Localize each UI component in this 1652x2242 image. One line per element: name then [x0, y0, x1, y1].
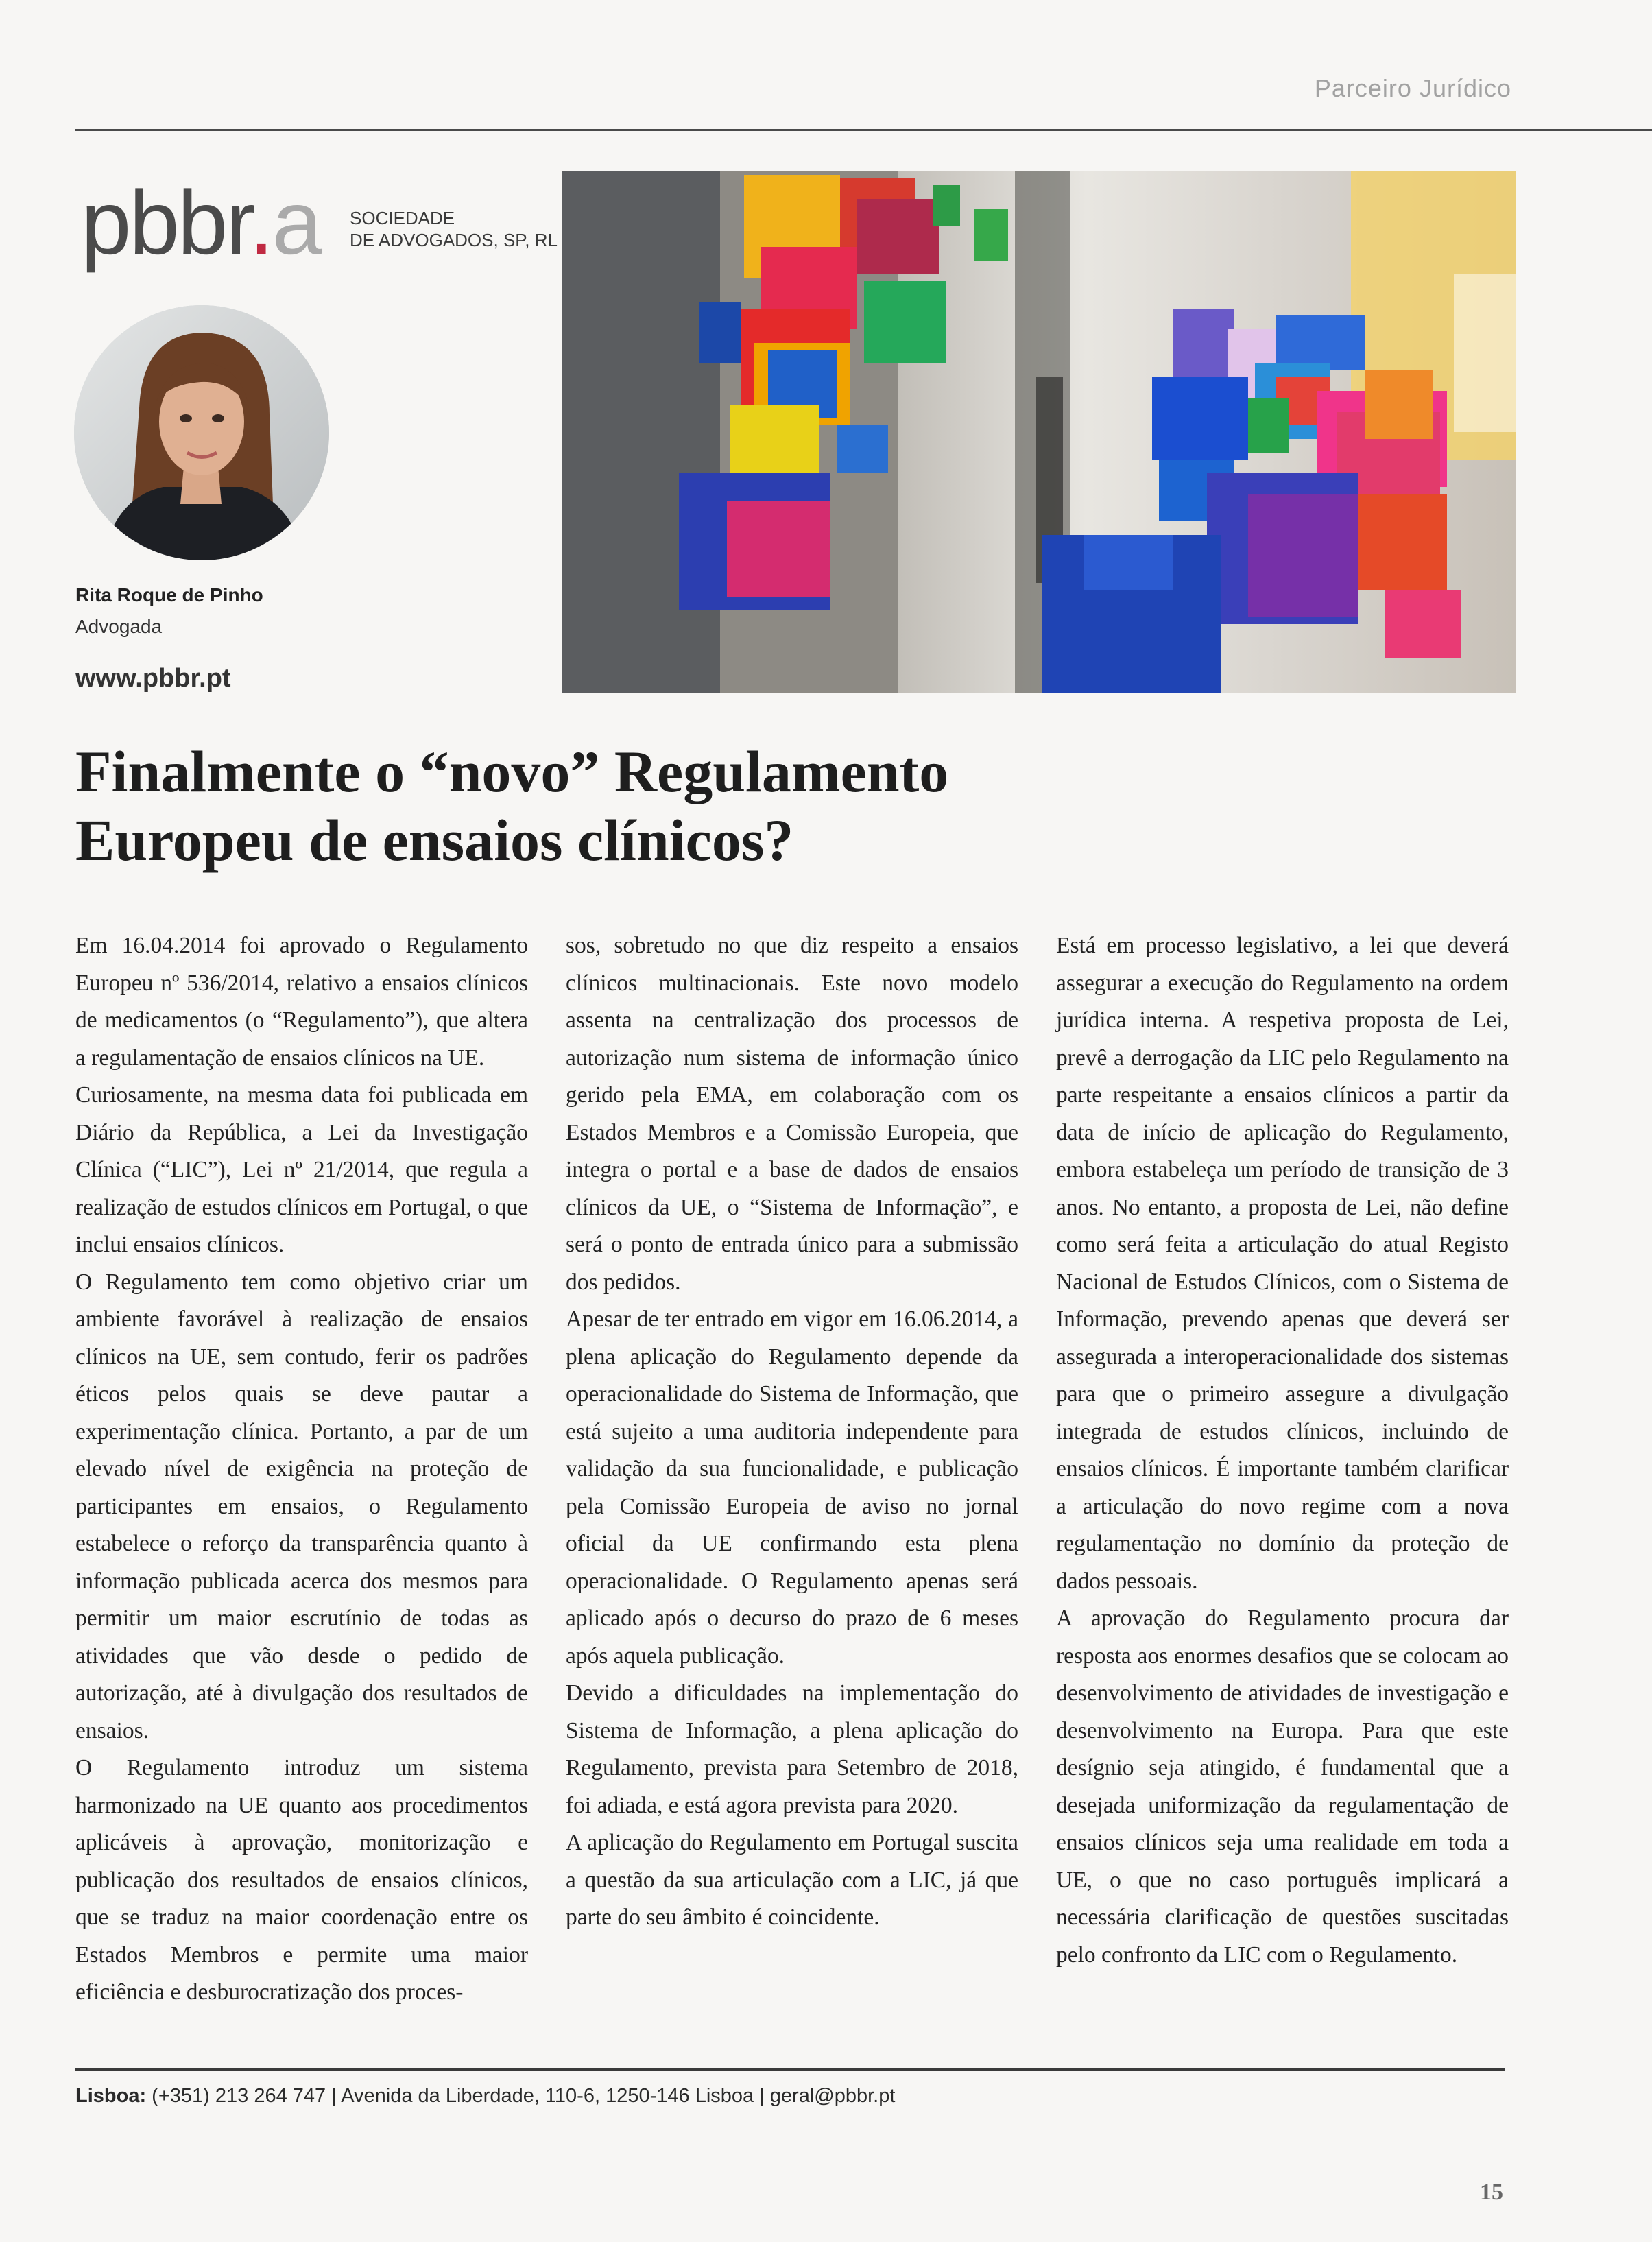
- article-column-1: [75, 927, 528, 2012]
- logo-tagline: [350, 207, 558, 251]
- article-title: [75, 737, 1241, 874]
- author-role: Advogada: [75, 616, 163, 637]
- logo-tagline-line1: SOCIEDADE: [350, 208, 455, 228]
- firm-logo: [81, 171, 320, 274]
- footer-contact-details: (+351) 213 264 747 | Avenida da Liberdade, 110-6, 1250-146 Lisboa | geral@pbbr.pt: [146, 2085, 896, 2107]
- paragraph: O Regulamento introduz um sistema harmonizado na UE quanto aos procedimentos aplicáveis à aprovação, monitorização e publicação dos resultados de ensaios clínicos, que se traduz na maior coordenação entre os Estados Membros e permite uma maior eficiência e desburocratização dos proces-: [75, 1755, 528, 2005]
- author-name: Rita Roque de Pinho: [75, 584, 263, 606]
- paragraph: A aprovação do Regulamento procura dar resposta aos enormes desafios que se colocam ao desenvolvimento de atividades de investigação e desenvolvimento na Europa. Para que este desígnio seja atingido, é fundamental que a desejada uniformização da regulamentação de ensaios clínicos seja uma realidade em toda a UE, o que no caso português implicará a necessária clarificação de questões suscitadas pelo confronto da LIC com o Regulamento.: [1056, 1606, 1509, 1968]
- section-label: Parceiro Jurídico: [1314, 74, 1511, 102]
- logo-tagline-line2: DE ADVOGADOS, SP, RL: [350, 230, 558, 250]
- page-number: 15: [1480, 2180, 1503, 2205]
- paragraph: Está em processo legislativo, a lei que deverá assegurar a execução do Regulamento na ordem jurídica interna. A respetiva proposta de Lei, prevê a derrogação da LIC pelo Regulamento na parte respeitante a ensaios clínicos a partir da data de início de aplicação do Regulamento, embora estabeleça um período de transição de 3 anos. No entanto, a proposta de Lei, não define como será feita a articulação do atual Registo Nacional de Estudos Clínicos, com o Sistema de Informação, prevendo apenas que deverá ser assegurada a interoperacionalidade dos sistemas para que o primeiro assegure a divulgação integrada de estudos clínicos, incluindo de ensaios clínicos. É importante também clarificar a articulação do novo regime com a nova regulamentação no domínio da proteção de dados pessoais.: [1056, 933, 1509, 1594]
- paragraph: sos, sobretudo no que diz respeito a ensaios clínicos multinacionais. Este novo modelo assenta na centralização dos processos de autorização num sistema de informação único gerido pela EMA, em colaboração com os Estados Membros e a Comissão Europeia, que integra o portal e a base de dados de ensaios clínicos da UE, o “Sistema de Informação”, e será o ponto de entrada único para a submissão dos pedidos.: [566, 933, 1018, 1295]
- author-avatar: [74, 305, 329, 560]
- paragraph: O Regulamento tem como objetivo criar um ambiente favorável à realização de ensaios clínicos na UE, sem contudo, ferir os padrões éticos pelos quais se deve pautar a experimentação clínica. Portanto, a par de um elevado nível de exigência na proteção de participantes em ensaios, o Regulamento estabelece o reforço da transparência quanto à informação publicada acerca dos mesmos para permitir um maior escrutínio de todas as atividades que vão desde o pedido de autorização, até à divulgação dos resultados de ensaios.: [75, 1269, 528, 1743]
- footer-city: Lisboa:: [75, 2085, 147, 2107]
- paragraph: A aplicação do Regulamento em Portugal suscita a questão da sua articulação com a LIC, já que parte do seu âmbito é coincidente.: [566, 1830, 1018, 1930]
- author-portrait-icon: [74, 305, 329, 560]
- top-rule: [75, 129, 1652, 131]
- paragraph: Em 16.04.2014 foi aprovado o Regulamento Europeu nº 536/2014, relativo a ensaios clínicos de medicamentos (o “Regulamento”), que altera a regulamentação de ensaios clínicos na UE.: [75, 933, 528, 1071]
- hero-image: [562, 171, 1516, 693]
- article-column-2: [566, 927, 1018, 1937]
- colorful-squares-image-icon: [562, 171, 1516, 693]
- article-title-line2: Europeu de ensaios clínicos?: [75, 807, 794, 873]
- article-title-line1: Finalmente o “novo” Regulamento: [75, 739, 949, 804]
- footer-contact: [75, 2085, 895, 2108]
- paragraph: Devido a dificuldades na implementação do Sistema de Informação, a plena aplicação do Regulamento, prevista para Setembro de 2018, foi adiada, e está agora prevista para 2020.: [566, 1680, 1018, 1818]
- logo-text-end: a: [272, 172, 321, 273]
- bottom-rule: [75, 2068, 1505, 2071]
- paragraph: Curiosamente, na mesma data foi publicada em Diário da República, a Lei da Investigação Clínica (“LIC”), Lei nº 21/2014, que regula a realização de estudos clínicos em Portugal, o que inclui ensaios clínicos.: [75, 1082, 528, 1257]
- article-column-3: [1056, 927, 1509, 1974]
- website-link[interactable]: www.pbbr.pt: [75, 664, 231, 693]
- paragraph: Apesar de ter entrado em vigor em 16.06.2014, a plena aplicação do Regulamento depende da operacionalidade do Sistema de Informação, que está sujeito a uma auditoria independente para validação da sua funcionalidade, e publicação pela Comissão Europeia de aviso no jornal oficial da UE confirmando esta plena operacionalidade. O Regulamento apenas será aplicado após o decurso do prazo de 6 meses após aquela publicação.: [566, 1307, 1018, 1669]
- logo-text-main: pbbr: [81, 172, 249, 273]
- logo-text-dot: .: [248, 172, 272, 273]
